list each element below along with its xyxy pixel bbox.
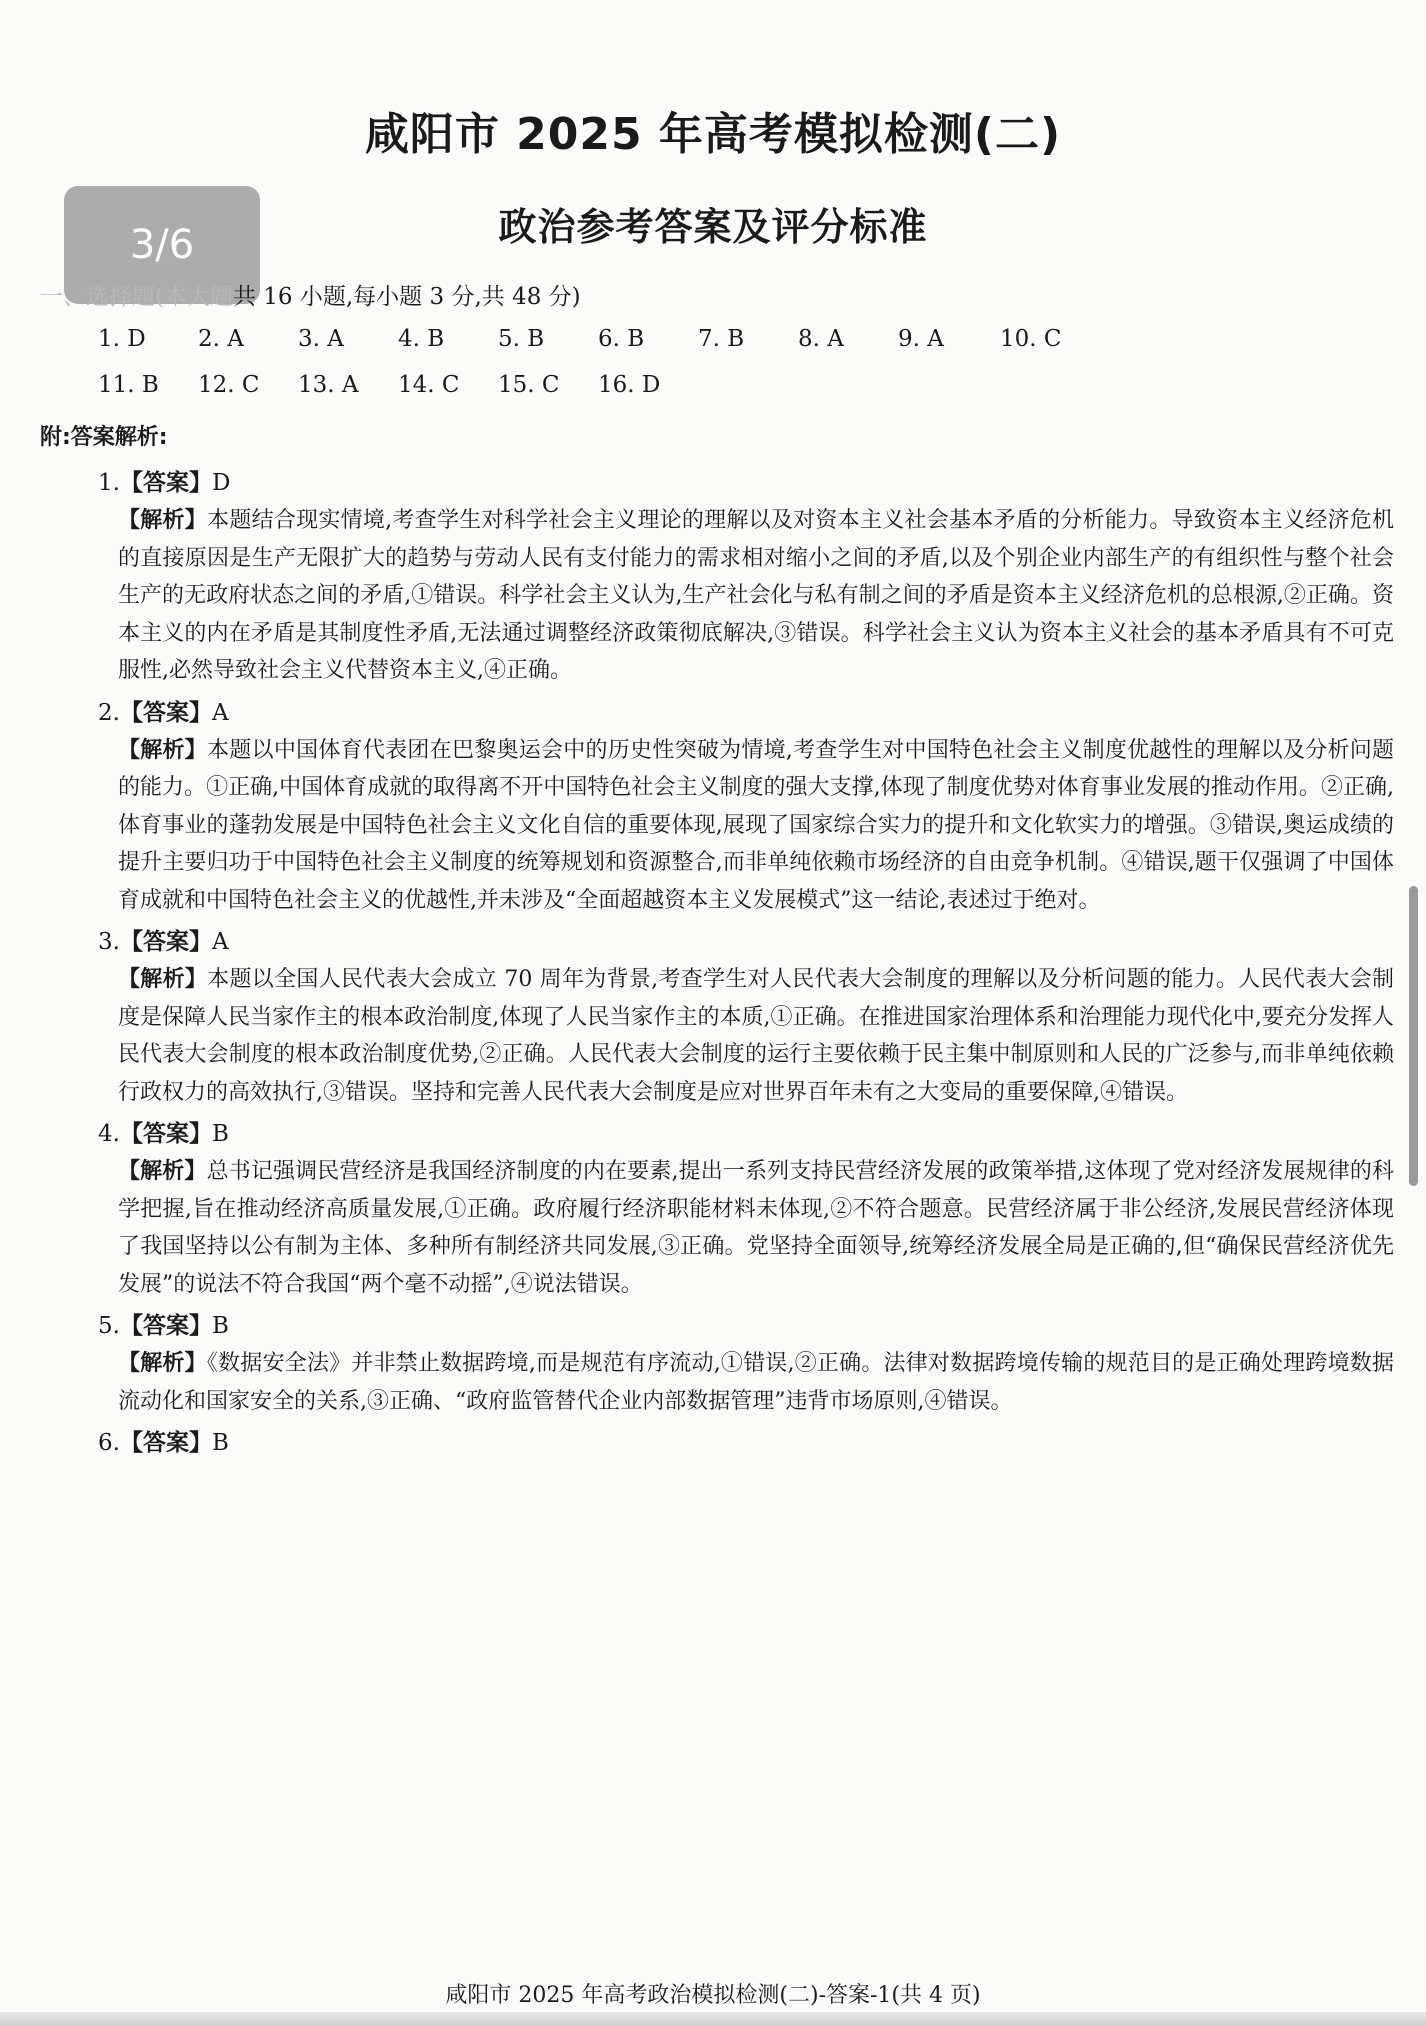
answer-value: B: [211, 1313, 229, 1339]
vertical-scrollbar[interactable]: [1409, 886, 1418, 1186]
page-subtitle: 政治参考答案及评分标准: [498, 205, 928, 249]
answer-key-item: 9. A: [898, 326, 944, 352]
answer-key-item: 6. B: [598, 326, 645, 352]
answer-value: A: [211, 929, 229, 955]
answer-key-item: 5. B: [498, 326, 545, 352]
explanation-text: 本题以中国体育代表团在巴黎奥运会中的历史性突破为情境,考查学生对中国特色社会主义制度优越性的理解以及分析问题的能力。①正确,中国体育成就的取得离不开中国特色社会主义制度的强大支撑,体现了制度优势对体育事业发展的推动作用。②正确,体育事业的蓬勃发展是中国特色社会主义文化自信的重要体现,展现了国家综合实力的提升和文化软实力的增强。③错误,奥运成绩的提升主要归功于中国特色社会主义制度的统筹规划和资源整合,而非单纯依赖市场经济的自由竞争机制。④错误,题干仅强调了中国体育成就和中国特色社会主义的优越性,并未涉及“全面超越资本主义发展模式”这一结论,表述过于绝对。: [118, 737, 1394, 913]
answer-value: D: [211, 470, 231, 496]
question-block: [98, 464, 1394, 690]
answer-line: [98, 464, 1394, 502]
answer-tag: 【答案】: [119, 699, 212, 726]
explanation-tag: 【解析】: [118, 737, 208, 763]
answer-key-row-2: [98, 372, 698, 398]
answer-tag: 【答案】: [119, 1313, 212, 1339]
answer-key-item: 4. B: [398, 326, 445, 352]
question-block: [98, 1115, 1394, 1303]
bottom-edge: [0, 2012, 1426, 2026]
explanation-tag: 【解析】: [118, 508, 208, 533]
question-block: [98, 923, 1394, 1111]
answer-line: [98, 1115, 1394, 1153]
answer-key-item: 2. A: [198, 326, 244, 352]
explanation-paragraph: [98, 732, 1394, 920]
explanation-paragraph: [98, 961, 1394, 1111]
answer-key-row-1: [98, 326, 1100, 352]
section-heading-text: 共 16 小题,每小题 3 分,共 48 分): [232, 284, 581, 310]
answer-key-item: 11. B: [98, 372, 159, 398]
answer-key-item: 15. C: [498, 372, 560, 398]
answer-value: B: [211, 1430, 229, 1456]
question-number: 6.: [98, 1430, 120, 1456]
explanation-text: 本题结合现实情境,考查学生对科学社会主义理论的理解以及对资本主义社会基本矛盾的分析能力。导致资本主义经济危机的直接原因是生产无限扩大的趋势与劳动人民有支付能力的需求相对缩小之间的矛盾,以及个别企业内部生产的有组织性与整个社会生产的无政府状态之间的矛盾,①错误。科学社会主义认为,生产社会化与私有制之间的矛盾是资本主义经济危机的总根源,②正确。资本主义的内在矛盾是其制度性矛盾,无法通过调整经济政策彻底解决,③错误。科学社会主义认为资本主义社会的基本矛盾具有不可克服性,必然导致社会主义代替资本主义,④正确。: [118, 508, 1394, 683]
explanation-tag: 【解析】: [118, 1159, 207, 1184]
answer-tag: 【答案】: [119, 1121, 212, 1147]
answer-key-item: 14. C: [398, 372, 460, 398]
section-heading: [40, 278, 581, 311]
page-counter-badge: 3/6: [64, 186, 260, 304]
page-footer: 咸阳市 2025 年高考政治模拟检测(二)-答案-1(共 4 页): [445, 1983, 981, 2008]
answer-tag: 【答案】: [119, 929, 212, 955]
answer-line: [98, 1424, 1394, 1462]
answer-value: B: [211, 1121, 229, 1147]
explanations-list: [98, 460, 1394, 1462]
answer-line: [98, 1307, 1394, 1345]
question-number: 4.: [98, 1121, 120, 1147]
explanation-paragraph: [98, 1345, 1394, 1420]
answer-line: [98, 694, 1394, 732]
explanation-paragraph: [98, 502, 1394, 690]
answer-tag: 【答案】: [119, 1430, 212, 1456]
question-block: [98, 1307, 1394, 1420]
question-number: 5.: [98, 1313, 120, 1339]
answer-key-item: 8. A: [798, 326, 844, 352]
answer-key-item: 13. A: [298, 372, 359, 398]
explanation-text: 本题以全国人民代表大会成立 70 周年为背景,考查学生对人民代表大会制度的理解以及分析问题的能力。人民代表大会制度是保障人民当家作主的根本政治制度,体现了人民当家作主的本质,①正确。在推进国家治理体系和治理能力现代化中,要充分发挥人民代表大会制度的根本政治制度优势,②正确。人民代表大会制度的运行主要依赖于民主集中制原则和人民的广泛参与,而非单纯依赖行政权力的高效执行,③错误。坚持和完善人民代表大会制度是应对世界百年未有之大变局的重要保障,④错误。: [118, 967, 1394, 1105]
question-number: 3.: [98, 929, 120, 955]
answer-key-item: 7. B: [698, 326, 745, 352]
explanation-text: 《数据安全法》并非禁止数据跨境,而是规范有序流动,①错误,②正确。法律对数据跨境传输的规范目的是正确处理跨境数据流动化和国家安全的关系,③正确、“政府监管替代企业内部数据管理”违背市场原则,④错误。: [118, 1351, 1394, 1414]
answer-key-item: 12. C: [198, 372, 260, 398]
answer-key-item: 16. D: [598, 372, 661, 398]
page-title: 咸阳市 2025 年高考模拟检测(二): [364, 109, 1062, 160]
explanation-text: 总书记强调民营经济是我国经济制度的内在要素,提出一系列支持民营经济发展的政策举措,这体现了党对经济发展规律的科学把握,旨在推动经济高质量发展,①正确。政府履行经济职能材料未体现,②不符合题意。民营经济属于非公经济,发展民营经济体现了我国坚持以公有制为主体、多种所有制经济共同发展,③正确。党坚持全面领导,统筹经济发展全局是正确的,但“确保民营经济优先发展”的说法不符合我国“两个毫不动摇”,④说法错误。: [118, 1159, 1394, 1297]
explanation-tag: 【解析】: [118, 967, 208, 992]
explanation-paragraph: [98, 1153, 1394, 1303]
answer-line: [98, 923, 1394, 961]
question-number: 2.: [98, 699, 120, 726]
appendix-label: 附:答案解析:: [40, 425, 168, 450]
answer-tag: 【答案】: [119, 470, 212, 496]
explanation-tag: 【解析】: [118, 1351, 207, 1376]
question-block: [98, 694, 1394, 920]
answer-key-item: 3. A: [298, 326, 344, 352]
question-number: 1.: [98, 470, 120, 496]
question-block: [98, 1424, 1394, 1462]
answer-key-item: 10. C: [1000, 326, 1062, 352]
answer-key-item: 1. D: [98, 326, 146, 352]
answer-value: A: [211, 699, 229, 726]
section-heading-prefix: 一、选择题(本大题: [40, 284, 233, 310]
